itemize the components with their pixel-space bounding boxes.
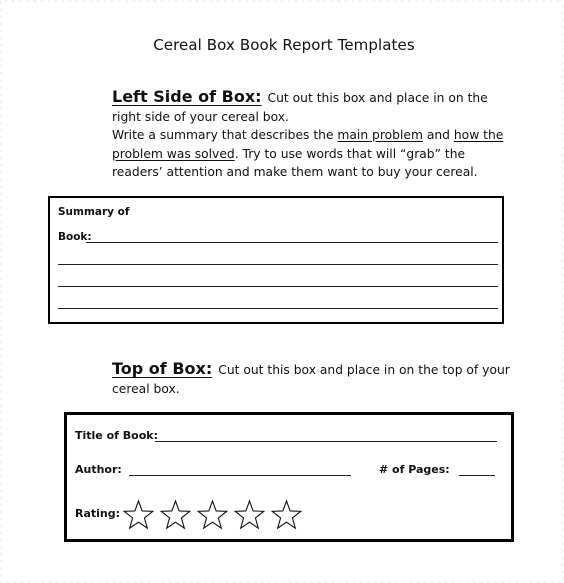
- and-text: and: [422, 128, 454, 142]
- rating-label: Rating:: [75, 507, 121, 520]
- pages-line[interactable]: [459, 475, 495, 476]
- title-of-book-line[interactable]: [155, 441, 497, 442]
- left-side-instructions: [112, 88, 512, 182]
- main-problem-text: main problem: [337, 128, 423, 142]
- book-label: Book:: [58, 231, 92, 243]
- how-solved-text: how the problem was solved: [112, 128, 504, 161]
- left-side-instruction-2b: . Try to use words that will “grab” the readers’ attention and make them want to buy your cereal.: [112, 146, 478, 179]
- left-side-heading: Left Side of Box:: [112, 87, 262, 106]
- star-outline-icon[interactable]: [159, 499, 192, 531]
- top-box-heading: Top of Box:: [112, 359, 213, 378]
- top-box-instructions: [112, 360, 512, 398]
- rating-stars: [122, 499, 303, 531]
- summary-line[interactable]: [86, 242, 498, 243]
- star-outline-icon[interactable]: [270, 499, 303, 531]
- star-outline-icon[interactable]: [196, 499, 229, 531]
- summary-label: Summary of: [58, 206, 130, 218]
- top-box-form: [64, 412, 514, 542]
- summary-box: [48, 196, 504, 324]
- star-outline-icon[interactable]: [233, 499, 266, 531]
- title-of-book-label: Title of Book:: [75, 429, 158, 442]
- author-line[interactable]: [129, 475, 351, 476]
- left-side-instruction-2a: Write a summary that describes the: [112, 128, 338, 142]
- top-box-instruction: Cut out this box and place in on the top of your cereal box.: [112, 363, 510, 396]
- summary-line[interactable]: [58, 308, 498, 309]
- star-outline-icon[interactable]: [122, 499, 155, 531]
- summary-line[interactable]: [58, 286, 498, 287]
- document-page: [2, 2, 562, 581]
- left-side-instruction-1: Cut out this box and place in on the right side of your cereal box.: [112, 91, 488, 124]
- summary-line[interactable]: [58, 264, 498, 265]
- document-title: Cereal Box Book Report Templates: [153, 36, 415, 54]
- author-label: Author:: [75, 463, 122, 476]
- pages-label: # of Pages:: [379, 463, 450, 476]
